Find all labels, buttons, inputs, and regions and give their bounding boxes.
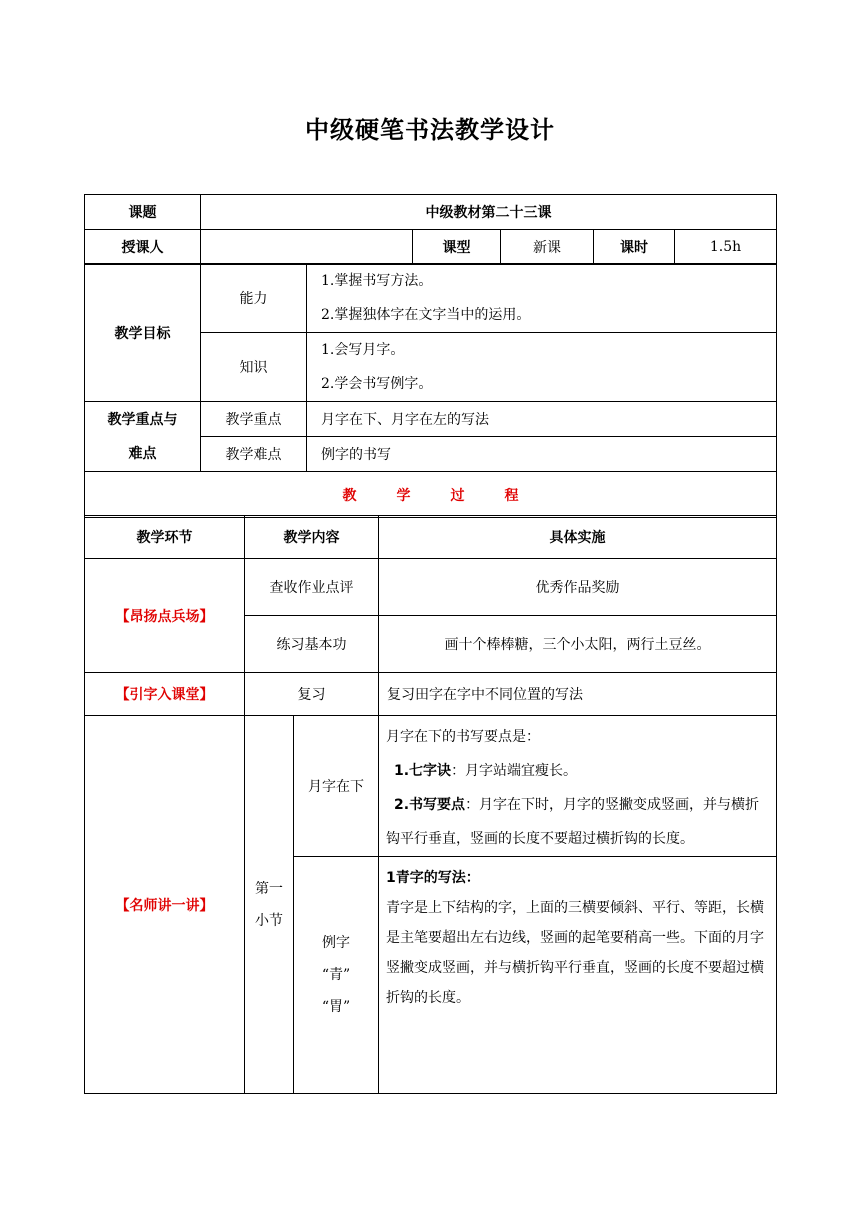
sub1-label: 月字在下 (294, 716, 379, 857)
stage1-label: 【昂扬点兵场】 (85, 559, 245, 673)
sub2-content (379, 857, 777, 1094)
page-title: 中级硬笔书法教学设计 (305, 116, 555, 144)
topic-value: 中级教材第二十三课 (201, 195, 777, 230)
col-impl-header: 具体实施 (379, 516, 777, 559)
sub1-point2 (386, 788, 770, 856)
knowledge-label: 知识 (201, 333, 307, 402)
sub1-content (379, 716, 777, 857)
process-heading-char: 学 (396, 487, 411, 504)
sub1-point1 (386, 754, 770, 788)
process-heading (85, 472, 777, 518)
col-stage-header: 教学环节 (85, 516, 245, 559)
col-content-header: 教学内容 (245, 516, 379, 559)
stage2-label: 【引字入课堂】 (85, 673, 245, 716)
process-table (84, 515, 777, 1094)
stage1-row2-content: 练习基本功 (245, 616, 379, 673)
stage3-label: 【名师讲一讲】 (85, 716, 245, 1094)
sub1-point2-bold: 2.书写要点 (394, 797, 466, 813)
type-value: 新课 (501, 230, 594, 265)
sub1-point2-text: ：月字在下时，月字的竖撇变成竖画，并与横折钩平行垂直，竖画的长度不要超过横折钩的长度。 (386, 797, 760, 847)
teacher-value (201, 230, 413, 265)
process-heading-char: 过 (450, 487, 465, 504)
difficulty-value: 例字的书写 (307, 437, 777, 472)
process-heading-char: 程 (504, 487, 519, 504)
section-label (245, 716, 294, 1094)
duration-value: 1.5h (675, 230, 777, 265)
key-point-value: 月字在下、月字在左的写法 (307, 402, 777, 437)
goals-table (84, 263, 777, 518)
ability-items (307, 264, 777, 333)
teacher-label: 授课人 (85, 230, 201, 265)
ability-label: 能力 (201, 264, 307, 333)
sub2-text: 青字是上下结构的字，上面的三横要倾斜、平行、等距，长横是主笔要超出左右边线，竖画的起笔要稍高一些。下面的月字竖撇变成竖画，并与横折钩平行垂直，竖画的长度不要超过横折钩的长度。 (386, 900, 764, 1006)
goals-label: 教学目标 (85, 264, 201, 402)
topic-label: 课题 (85, 195, 201, 230)
key-point-label: 教学重点 (201, 402, 307, 437)
sub1-intro: 月字在下的书写要点是： (386, 729, 540, 745)
section-label-line2: 小节 (255, 912, 283, 929)
focus-label-line1: 教学重点与 (107, 411, 178, 428)
sub2-label (294, 857, 379, 1094)
type-label: 课型 (413, 230, 501, 265)
sub2-label-line3: “胃” (321, 999, 351, 1015)
stage1-row2-impl: 画十个棒棒糖，三个小太阳，两行土豆丝。 (379, 616, 777, 673)
process-heading-char: 教 (342, 487, 357, 504)
stage1-row1-content: 查收作业点评 (245, 559, 379, 616)
duration-label: 课时 (594, 230, 675, 265)
section-label-line1: 第一 (255, 880, 283, 897)
ability-item: 2.掌握独体字在文字当中的运用。 (321, 307, 531, 323)
knowledge-items (307, 333, 777, 402)
lesson-info-table (84, 194, 777, 265)
sub2-label-line2: “青” (321, 967, 351, 983)
stage1-row1-impl: 优秀作品奖励 (379, 559, 777, 616)
stage2-content: 复习 (245, 673, 379, 716)
sub2-heading: 1青字的写法： (386, 870, 480, 886)
knowledge-item: 2.学会书写例字。 (321, 376, 433, 392)
sub1-point1-text: ：月字站端宜瘦长。 (451, 763, 578, 779)
ability-item: 1.掌握书写方法。 (321, 273, 433, 289)
sub2-label-line1: 例字 (322, 935, 350, 951)
focus-label (85, 402, 201, 472)
difficulty-label: 教学难点 (201, 437, 307, 472)
focus-label-line2: 难点 (128, 445, 157, 462)
stage2-impl: 复习田字在字中不同位置的写法 (379, 673, 777, 716)
knowledge-item: 1.会写月字。 (321, 342, 405, 358)
sub1-point1-bold: 1.七字诀 (394, 763, 452, 779)
